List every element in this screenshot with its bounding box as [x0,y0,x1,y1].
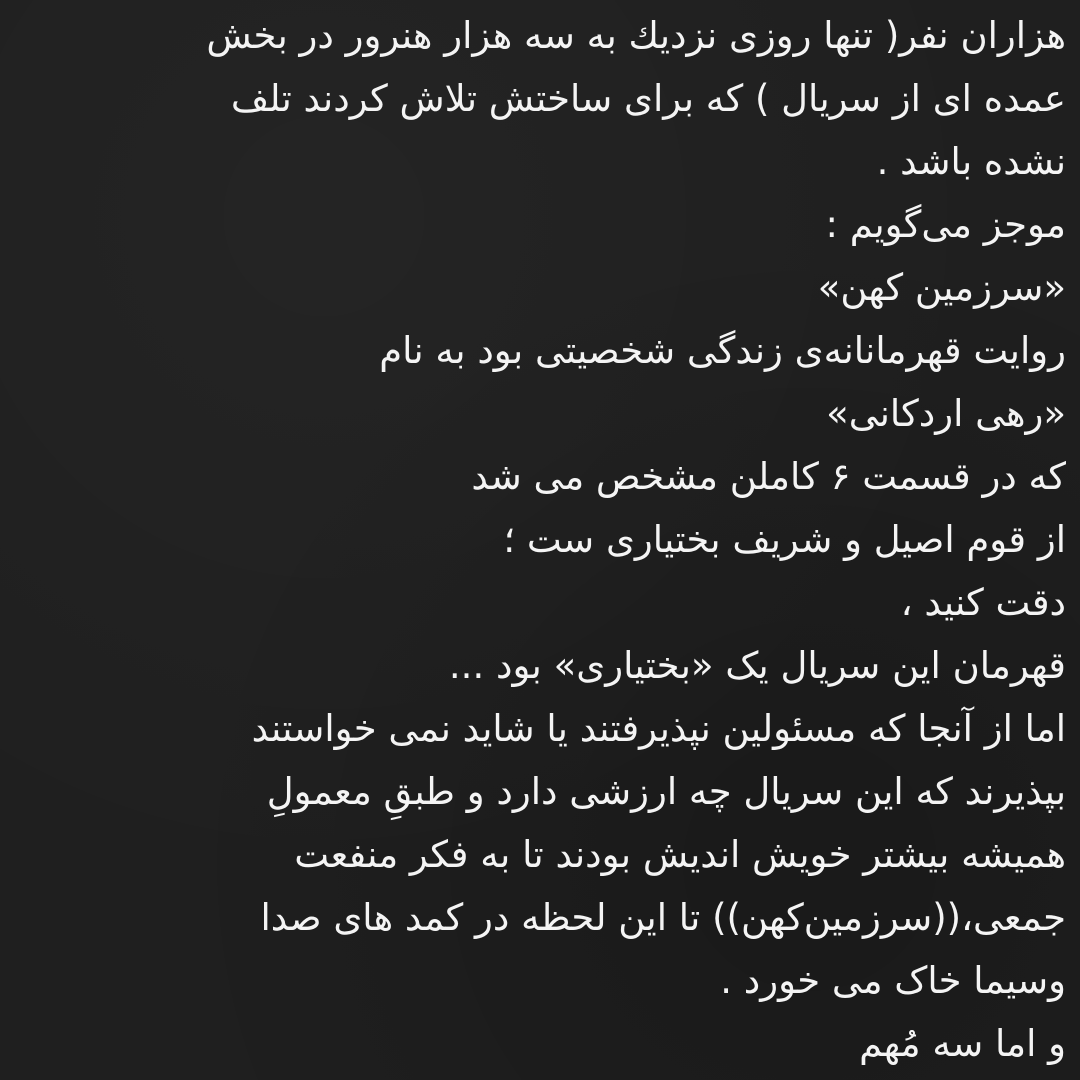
text-line-17: و اما سه مُهم [859,1022,1066,1065]
text-line-6: روایت قهرمانانه‌ی زندگی شخصیتی بود به نام [379,329,1066,372]
text-line-13: بپذیرند که این سریال چه ارزشی دارد و طبقِ معمولِ [266,770,1066,813]
text-line-8: که در قسمت ۶ کاملن مشخص می شد [471,455,1066,498]
persian-text-body [14,0,1066,1080]
text-line-3: نشده باشد . [876,140,1066,183]
text-line-16: وسیما خاک می خورد . [720,959,1066,1002]
text-line-5: «سرزمین کهن» [817,266,1066,309]
text-line-2: عمده ای از سریال ) که برای ساختش تلاش کردند تلف [230,77,1066,120]
text-line-7: «رهی اردکانی» [826,392,1066,435]
text-line-10: دقت کنید ، [900,581,1066,624]
text-line-11: قهرمان این سریال یک «بختیاری» بود ... [448,644,1066,687]
text-line-12: اما از آنجا که مسئولین نپذیرفتند یا شاید نمی خواستند [251,707,1066,750]
text-line-4: موجز می‌گویم : [825,203,1066,246]
text-line-9: از قوم اصیل و شریف بختیاری ست ؛ [503,518,1066,561]
text-line-1: هزاران نفر( تنها روزی نزدیك به سه هزار هنرور در بخش [206,14,1066,57]
text-line-15: جمعی،((سرزمین‌کهن)) تا این لحظه در کمد های صدا [260,896,1066,939]
text-line-14: همیشه بیشتر خویش اندیش بودند تا به فکر منفعت [294,833,1066,876]
